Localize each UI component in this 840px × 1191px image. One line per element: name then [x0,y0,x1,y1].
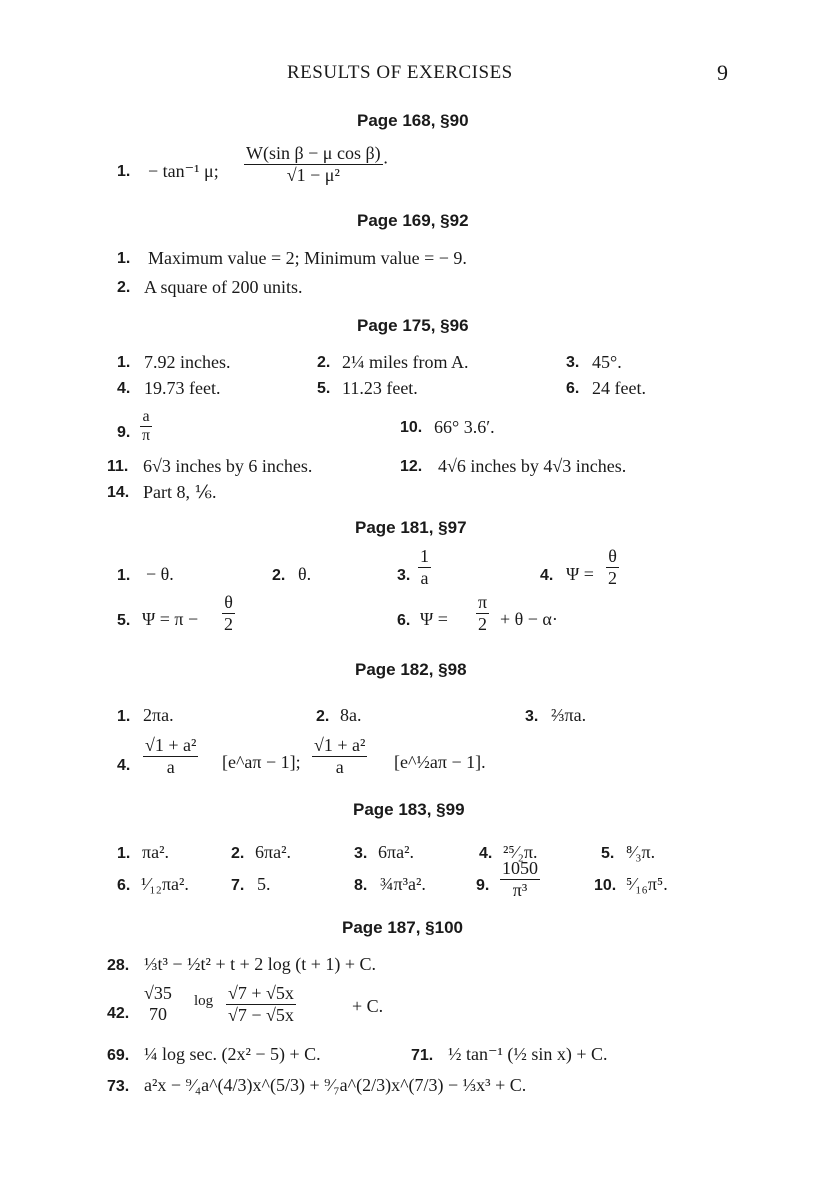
answer-text: + C. [352,996,384,1016]
answer-number: 14. [107,484,130,501]
answer-text: 6πa². [255,842,291,862]
answer-text: 11.23 feet. [342,378,418,398]
answer-fraction [500,858,540,901]
answer-number: 3. [525,708,539,725]
fraction-denominator: 70 [148,1004,167,1024]
answer-fraction [222,592,235,635]
answer-text: ⅓t³ − ½t² + t + 2 log (t + 1) + C. [144,954,377,974]
answer-number: 1. [117,708,131,725]
fraction-numerator: θ [606,546,619,568]
answer-number: 3. [354,845,368,862]
punct: · [382,152,389,173]
log-text: log [194,993,214,1009]
answer-number: 4. [117,757,131,774]
answer-number: 1. [117,250,131,267]
answer-text: ²⁵⁄₂π. [503,842,538,862]
answer-text: 5. [257,874,271,894]
answer-text: πa². [142,842,169,862]
fraction-denominator: π³ [512,880,528,900]
answer-number: 6. [566,380,580,397]
answer-text: − tan⁻¹ μ; [148,161,219,181]
fraction-denominator: √7 − √5x [228,1005,294,1025]
answer-text: θ. [298,564,312,584]
answer-text: A square of 200 units. [144,277,303,297]
fraction-numerator: √1 + a² [145,735,197,755]
answer-fraction [606,546,619,589]
answer-number: 2. [117,279,131,296]
answer-text: ½ tan⁻¹ (½ sin x) + C. [448,1044,608,1064]
answer-number: 3. [397,567,411,584]
answer-text: Part 8, ⅙. [143,482,217,502]
answer-number: 1. [117,354,131,371]
answer-text: 6πa². [378,842,414,862]
answer-number: 7. [231,877,245,894]
fraction-numerator: √1 + a² [314,735,366,755]
answer-text: [e^aπ − 1]; [222,752,301,772]
answer-number: 28. [107,957,130,974]
answer-text: + θ − α· [500,609,558,629]
answer-number: 73. [107,1078,130,1095]
answer-number: 10. [400,419,423,436]
answer-text: ¾π³a². [380,874,426,894]
answer-fraction [142,983,174,1025]
answer-fraction [226,983,296,1026]
answer-text: ⁸⁄₃π. [626,842,656,862]
answer-number: 9. [476,877,490,894]
section-heading-182: Page 182, §98 [355,660,467,679]
fraction-denominator: a [335,757,344,777]
page-number: 9 [717,60,728,85]
fraction-numerator: √7 + √5x [228,983,294,1003]
answer-number: 5. [317,380,331,397]
answer-number: 42. [107,1005,130,1022]
fraction-denominator: 2 [478,614,488,634]
answer-text: ⅔πa. [551,705,587,725]
fraction-numerator: √35 [144,983,172,1003]
answer-number: 2. [272,567,286,584]
answer-text: ⁵⁄₁₆π⁵. [626,874,668,894]
answer-number: 5. [601,845,615,862]
fraction-numerator: π [478,592,488,612]
answer-text: 4√6 inches by 4√3 inches. [438,456,627,476]
section-heading-187: Page 187, §100 [342,918,463,937]
answer-fraction [476,592,489,635]
answer-text: 6√3 inches by 6 inches. [143,456,313,476]
answer-text: 45°. [592,352,622,372]
answer-number: 5. [117,612,131,629]
answer-text: 2πa. [143,705,174,725]
answer-text: 19.73 feet. [144,378,221,398]
fraction-numerator: θ [222,592,235,614]
answer-number: 6. [397,612,411,629]
fraction-numerator: 1 [420,546,429,566]
answer-number: 12. [400,458,423,475]
answer-fraction [244,143,389,186]
answer-fraction [143,735,198,778]
answer-number: 2. [231,845,245,862]
answer-number: 11. [107,458,129,475]
answer-text: 24 feet. [592,378,646,398]
answer-number: 3. [566,354,580,371]
fraction-numerator: a [140,408,152,427]
running-title: RESULTS OF EXERCISES [287,62,513,83]
section-heading-181: Page 181, §97 [355,518,467,537]
answer-text: 8a. [340,705,362,725]
section-heading-175: Page 175, §96 [357,316,469,335]
section-heading-183: Page 183, §99 [353,800,465,819]
answer-fraction [312,735,367,778]
answer-number: 4. [117,380,131,397]
fraction-denominator: √1 − μ² [286,165,340,185]
fraction-numerator: 1050 [502,858,538,878]
answer-number: 1. [117,567,131,584]
answer-text: [e^½aπ − 1]. [394,752,486,772]
answer-text: Ψ = [566,564,594,584]
answer-fraction [140,408,152,445]
answer-number: 1. [117,163,131,180]
answer-number: 71. [411,1047,434,1064]
answer-fraction [418,546,431,589]
answer-number: 10. [594,877,617,894]
answer-text: 66° 3.6′. [434,417,495,437]
answer-number: 2. [317,354,331,371]
answer-text: ¹⁄₁₂πa². [141,874,189,894]
fraction-denominator: 2 [224,614,233,634]
answer-text: Ψ = π − [142,609,199,629]
answer-number: 69. [107,1047,130,1064]
answer-text: Maximum value = 2; Minimum value = − 9. [148,248,467,268]
section-heading-168: Page 168, §90 [357,111,469,130]
answer-text: 2¼ miles from A. [342,352,469,372]
fraction-denominator: 2 [608,568,617,588]
answer-text: a²x − ⁹⁄₄a^(4/3)x^(5/3) + ⁹⁄₇a^(2/3)x^(7/3) − ⅓x³ + C. [144,1075,527,1095]
answer-number: 4. [540,567,554,584]
fraction-denominator: π [142,427,151,444]
answer-number: 9. [117,424,131,441]
answer-number: 8. [354,877,368,894]
answer-text: 7.92 inches. [144,352,231,372]
answer-text: − θ. [146,564,174,584]
fraction-denominator: a [166,757,175,777]
fraction-denominator: a [420,568,429,588]
answer-number: 1. [117,845,131,862]
fraction-numerator: W(sin β − μ cos β) [246,143,381,163]
answer-text: ¼ log sec. (2x² − 5) + C. [144,1044,321,1064]
section-heading-169: Page 169, §92 [357,211,469,230]
answer-text: Ψ = [420,609,448,629]
answer-number: 2. [316,708,330,725]
answer-number: 6. [117,877,131,894]
answer-number: 4. [479,845,493,862]
